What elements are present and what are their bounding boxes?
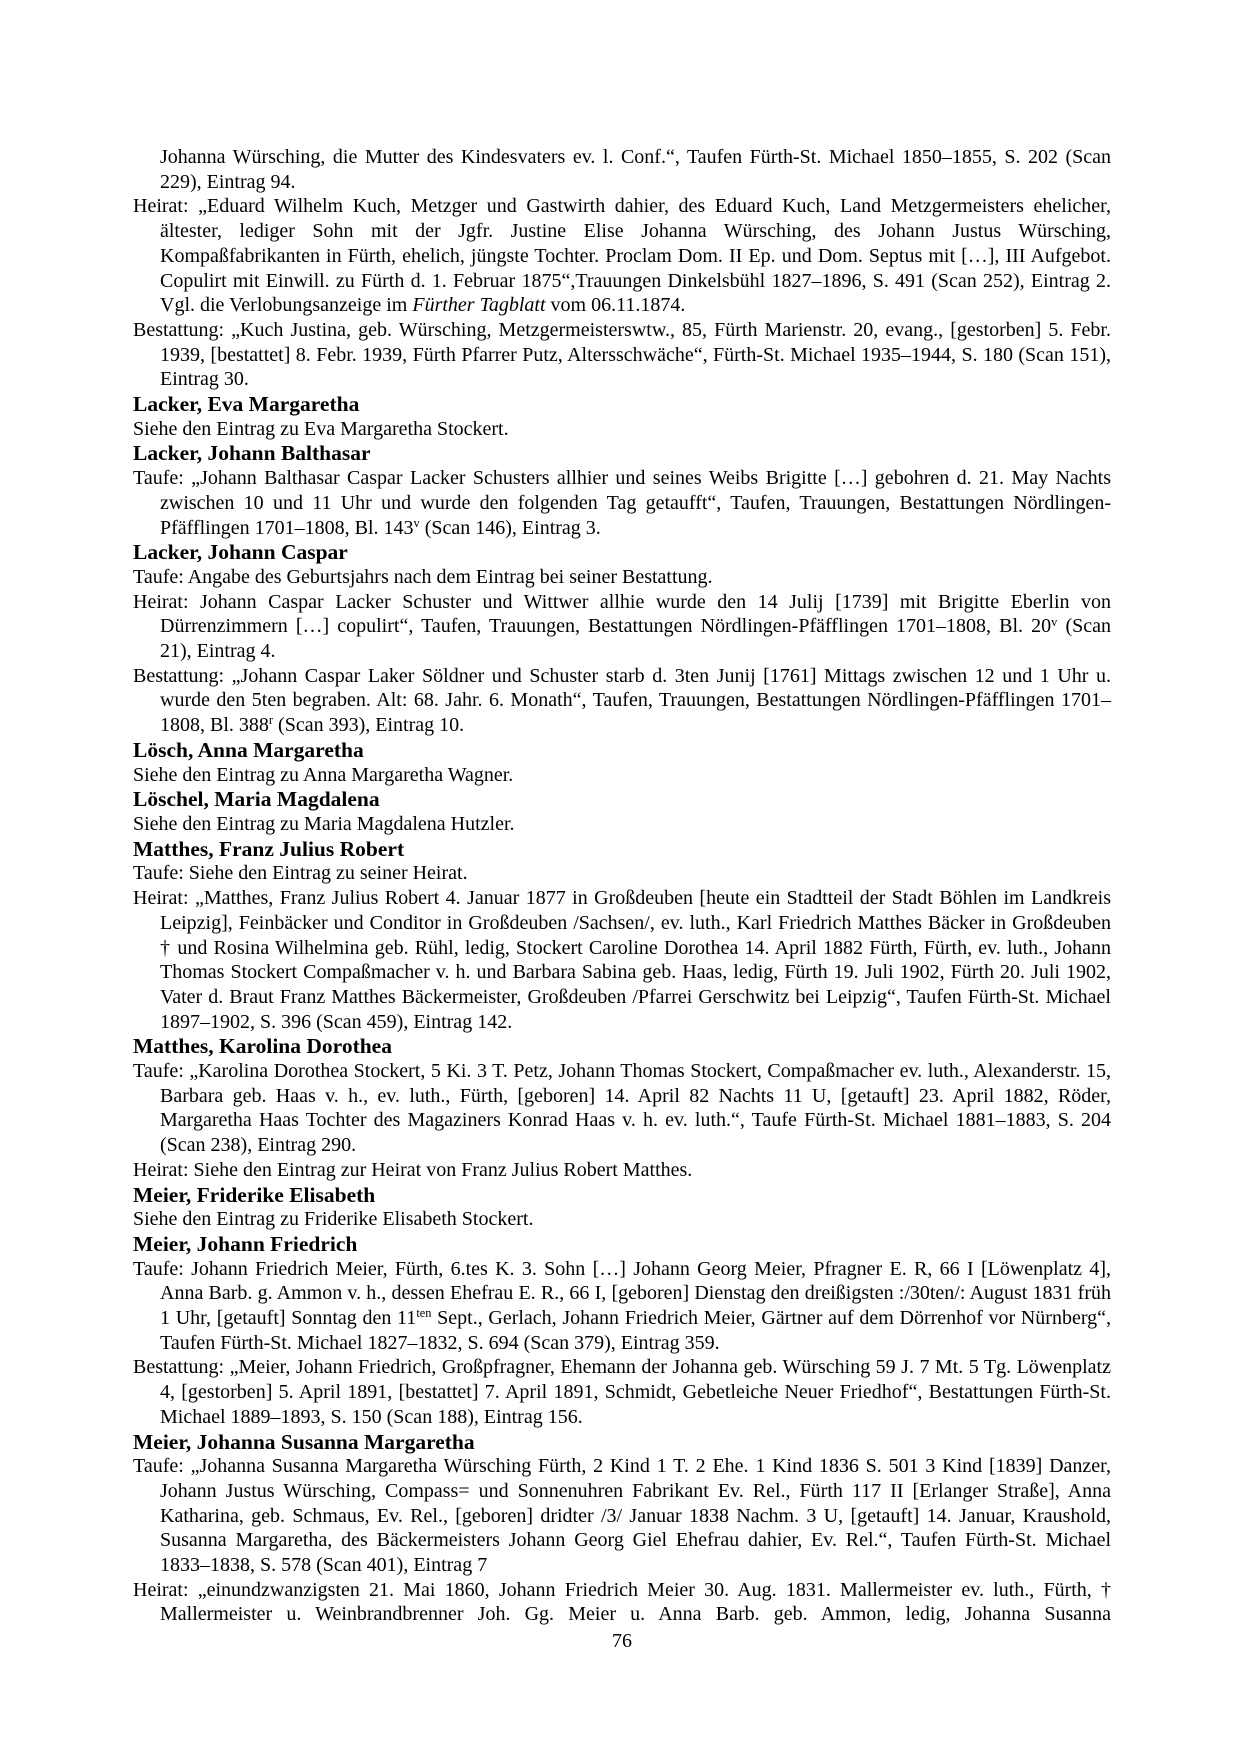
para-taufe-meier-johanna: Taufe: „Johanna Susanna Margaretha Würsching Fürth, 2 Kind 1 T. 2 Ehe. 1 Kind 1836 S. 501 3 Kind [1839] Danzer, Johann Justus Würsching, Compass= und Sonnenuhren Fabrikant Ev. Rel., Fürth 117 II [Erlanger Straße], Anna Katharina, geb. Schmaus, Ev. Rel., [geboren] dridter /3/ Januar 1838 Nachm. 3 U, [getauft] 14. Januar, Kraushold, Susanna Margaretha, des Bäckermeisters Johann Georg Giel Ehefrau dahier, Ev. Rel.“, Taufen Fürth-St. Michael 1833–1838, S. 578 (Scan 401), Eintrag 7 bbox=[133, 1455, 1111, 1577]
heading-meier-johann-friedrich: Meier, Johann Friedrich bbox=[133, 1231, 358, 1256]
para-see-reference: Siehe den Eintrag zu Eva Margaretha Stockert. bbox=[133, 417, 509, 440]
para-heirat-lacker-caspar: Heirat: Johann Caspar Lacker Schuster und Wittwer allhie wurde den 14 Julij [1739] mit Brigitte Eberlin von Dürrenzimmern […] copulirt“, Taufen, Trauungen, Bestattungen Nördlingen-Pfäfflingen 1701–1808, Bl. 20$^v$ (Scan 21), Eintrag 4. bbox=[133, 590, 1111, 663]
heading-loeschel-maria-magdalena: Löschel, Maria Magdalena bbox=[133, 787, 380, 812]
para-continuation-wursching: Johanna Würsching, die Mutter des Kindesvaters ev. l. Conf.“, Taufen Fürth-St. Michael 1850–1855, S. 202 (Scan 229), Eintrag 94. bbox=[160, 146, 1111, 193]
para-heirat-meier-johanna: Heirat: „einundzwanzigsten 21. Mai 1860, Johann Friedrich Meier 30. Aug. 1831. Mallermeister ev. luth., Fürth, † Mallermeister u. Weinbrandbrenner Joh. Gg. Meier u. Anna Barb. geb. Ammon, ledig, Johanna Susanna bbox=[133, 1578, 1111, 1626]
para-heirat-kuch: Heirat: „Eduard Wilhelm Kuch, Metzger und Gastwirth dahier, des Eduard Kuch, Land Metzgermeisters ehelicher, ältester, lediger Sohn mit der Jgfr. Justine Elise Johanna Würsching, des Johann Justus Würsching, Kompaßfabrikanten in Fürth, ehelich, jüngste Tochter. Proclam Dom. II Ep. und Dom. Septus mit […], III Aufgebot. Copulirt mit Einwill. zu Fürth d. 1. Februar 1875“,Trauungen Dinkelsbühl 1827–1896, S. 491 (Scan 252), Eintrag 2. Vgl. die Verlobungsanzeige im Fürther Tagblatt vom 06.11.1874. bbox=[133, 195, 1111, 317]
heading-matthes-franz-julius-robert: Matthes, Franz Julius Robert bbox=[133, 836, 405, 861]
para-heirat-matthes-franz: Heirat: „Matthes, Franz Julius Robert 4. Januar 1877 in Großdeuben [heute ein Stadtteil der Stadt Böhlen im Landkreis Leipzig], Feinbäcker und Conditor in Großdeuben /Sachsen/, ev. luth., Karl Friedrich Matthes Bäcker in Großdeuben † und Rosina Wilhelmina geb. Rühl, ledig, Stockert Caroline Dorothea 14. April 1882 Fürth, Fürth, ev. luth., Johann Thomas Stockert Compaßmacher v. h. und Barbara Sabina geb. Haas, ledig, Fürth 19. Juli 1902, Fürth 20. Juli 1902, Vater d. Braut Franz Matthes Bäckermeister, Großdeuben /Pfarrei Gerschwitz bei Leipzig“, Taufen Fürth-St. Michael 1897–1902, S. 396 (Scan 459), Eintrag 142. bbox=[133, 887, 1111, 1033]
para-taufe-lacker-balthasar: Taufe: „Johann Balthasar Caspar Lacker Schusters allhier und seines Weibs Brigitte […] gebohren d. 21. May Nachts zwischen 10 und 11 Uhr und wurde den folgenden Tag getaufft“, Taufen, Trauungen, Bestattungen Nördlingen-Pfäfflingen 1701–1808, Bl. 143$^v$ (Scan 146), Eintrag 3. bbox=[133, 467, 1111, 539]
para-taufe-lacker-caspar: Taufe: Angabe des Geburtsjahrs nach dem Eintrag bei seiner Bestattung. bbox=[133, 565, 713, 588]
heading-lacker-johann-balthasar: Lacker, Johann Balthasar bbox=[133, 441, 371, 466]
para-heirat-matthes-karolina: Heirat: Siehe den Eintrag zur Heirat von Franz Julius Robert Matthes. bbox=[133, 1158, 693, 1181]
para-see-reference: Siehe den Eintrag zu Maria Magdalena Hutzler. bbox=[133, 812, 515, 835]
document-body bbox=[133, 145, 1111, 1627]
para-see-reference: Siehe den Eintrag zu Friderike Elisabeth Stockert. bbox=[133, 1208, 534, 1231]
heading-lacker-eva-margaretha: Lacker, Eva Margaretha bbox=[133, 392, 360, 417]
page-number: 76 bbox=[612, 1630, 632, 1652]
para-see-reference: Siehe den Eintrag zu Anna Margaretha Wagner. bbox=[133, 763, 514, 786]
para-bestattung-lacker-caspar: Bestattung: „Johann Caspar Laker Söldner und Schuster starb d. 3ten Junij [1761] Mittags zwischen 12 und 1 Uhr u. wurde den 5ten begraben. Alt: 68. Jahr. 6. Monath“, Taufen, Trauungen, Bestattungen Nördlingen-Pfäfflingen 1701–1808, Bl. 388$^r$ (Scan 393), Eintrag 10. bbox=[133, 664, 1111, 737]
heading-lacker-johann-caspar: Lacker, Johann Caspar bbox=[133, 540, 348, 565]
para-bestattung-meier-johann: Bestattung: „Meier, Johann Friedrich, Großpfragner, Ehemann der Johanna geb. Würsching 59 J. 7 Mt. 5 Tg. Löwenplatz 4, [gestorben] 5. April 1891, [bestattet] 7. April 1891, Schmidt, Gebetleiche Neuer Friedhof“, Bestattungen Fürth-St. Michael 1889–1893, S. 150 (Scan 188), Eintrag 156. bbox=[133, 1356, 1111, 1428]
page-footer bbox=[133, 1630, 1111, 1653]
heading-meier-friderike-elisabeth: Meier, Friderike Elisabeth bbox=[133, 1182, 376, 1207]
heading-loesch-anna-margaretha: Lösch, Anna Margaretha bbox=[133, 737, 364, 762]
para-taufe-matthes-franz: Taufe: Siehe den Eintrag zu seiner Heirat. bbox=[133, 862, 468, 885]
para-bestattung-kuch: Bestattung: „Kuch Justina, geb. Würsching, Metzgermeisterswtw., 85, Fürth Marienstr. 20, evang., [gestorben] 5. Febr. 1939, [bestattet] 8. Febr. 1939, Fürth Pfarrer Putz, Altersschwäche“, Fürth-St. Michael 1935–1944, S. 180 (Scan 151), Eintrag 30. bbox=[133, 318, 1111, 391]
para-taufe-meier-johann: Taufe: Johann Friedrich Meier, Fürth, 6.tes K. 3. Sohn […] Johann Georg Meier, Pfragner E. R, 66 I [Löwenplatz 4], Anna Barb. g. Ammon v. h., dessen Ehefrau E. R., 66 I, [geboren] Dienstag den dreißigsten :/30ten/: August 1831 früh 1 Uhr, [getauft] Sonntag den $11^{ten}$ Sept., Gerlach, Johann Friedrich Meier, Gärtner auf dem Dörrenhof vor Nürnberg“, Taufen Fürth-St. Michael 1827–1832, S. 694 (Scan 379), Eintrag 359. bbox=[133, 1257, 1112, 1354]
para-taufe-matthes-karolina: Taufe: „Karolina Dorothea Stockert, 5 Ki. 3 T. Petz, Johann Thomas Stockert, Compaßmacher ev. luth., Alexanderstr. 15, Barbara geb. Haas v. h., ev. luth., Fürth, [geboren] 14. April 82 Nachts 11 U, [getauft] 23. April 1882, Röder, Margaretha Haas Tochter des Magaziners Konrad Haas v. h. ev. luth.“, Taufe Fürth-St. Michael 1881–1883, S. 204 (Scan 238), Eintrag 290. bbox=[133, 1060, 1111, 1157]
heading-meier-johanna-susanna-margaretha: Meier, Johanna Susanna Margaretha bbox=[133, 1429, 475, 1454]
heading-matthes-karolina-dorothea: Matthes, Karolina Dorothea bbox=[133, 1034, 392, 1059]
